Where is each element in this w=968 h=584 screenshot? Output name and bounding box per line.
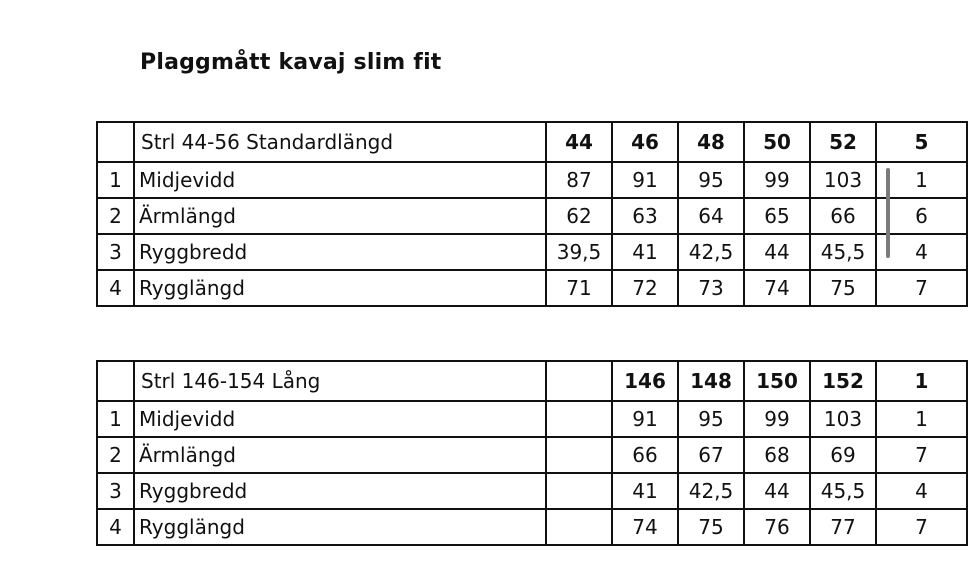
table-cell: 42,5 — [678, 234, 744, 270]
table-cell: 68 — [744, 437, 810, 473]
size-header — [546, 361, 612, 401]
row-number: 3 — [97, 234, 134, 270]
table-cell: 4 — [876, 473, 967, 509]
table-cell: 91 — [612, 162, 678, 198]
row-label: Ärmlängd — [134, 437, 546, 473]
table-cell: 7 — [876, 270, 967, 306]
size-header: 52 — [810, 122, 876, 162]
table-cell: 63 — [612, 198, 678, 234]
table-cell: 95 — [678, 401, 744, 437]
row-label: Ryggbredd — [134, 473, 546, 509]
table-cell: 7 — [876, 509, 967, 545]
table-cell: 64 — [678, 198, 744, 234]
size-table-long — [96, 360, 968, 546]
table-cell: 75 — [678, 509, 744, 545]
table-row — [97, 234, 967, 270]
table-cell: 103 — [810, 162, 876, 198]
size-header: 1 — [876, 361, 967, 401]
table-cell: 62 — [546, 198, 612, 234]
table-cell: 45,5 — [810, 234, 876, 270]
table-cell: 91 — [612, 401, 678, 437]
row-number: 3 — [97, 473, 134, 509]
table-cell — [546, 473, 612, 509]
table-cell: 99 — [744, 401, 810, 437]
size-header: 148 — [678, 361, 744, 401]
table-heading: Strl 146-154 Lång — [134, 361, 546, 401]
table-row — [97, 162, 967, 198]
table-cell: 42,5 — [678, 473, 744, 509]
size-header: 150 — [744, 361, 810, 401]
header-empty-cell — [97, 361, 134, 401]
vertical-scrollbar-thumb[interactable] — [886, 168, 890, 258]
table-cell: 103 — [810, 401, 876, 437]
table-cell: 66 — [810, 198, 876, 234]
page-title: Plaggmått kavaj slim fit — [140, 50, 442, 75]
table-cell: 74 — [612, 509, 678, 545]
table-cell: 41 — [612, 234, 678, 270]
size-header: 5 — [876, 122, 967, 162]
table-header-row — [97, 361, 967, 401]
table-row — [97, 270, 967, 306]
table-cell: 1 — [876, 162, 967, 198]
size-header: 48 — [678, 122, 744, 162]
size-header: 44 — [546, 122, 612, 162]
row-number: 4 — [97, 509, 134, 545]
table-cell: 39,5 — [546, 234, 612, 270]
table-cell: 44 — [744, 234, 810, 270]
table-cell: 99 — [744, 162, 810, 198]
table-cell: 71 — [546, 270, 612, 306]
table-header-row — [97, 122, 967, 162]
table-cell: 4 — [876, 234, 967, 270]
table-cell: 87 — [546, 162, 612, 198]
table-heading: Strl 44-56 Standardlängd — [134, 122, 546, 162]
size-header: 46 — [612, 122, 678, 162]
table-row — [97, 473, 967, 509]
row-number: 1 — [97, 162, 134, 198]
row-number: 2 — [97, 198, 134, 234]
table-cell: 67 — [678, 437, 744, 473]
table-cell: 73 — [678, 270, 744, 306]
table-cell: 74 — [744, 270, 810, 306]
table-row — [97, 437, 967, 473]
header-empty-cell — [97, 122, 134, 162]
table-cell: 1 — [876, 401, 967, 437]
table-row — [97, 401, 967, 437]
table-cell: 7 — [876, 437, 967, 473]
row-label: Midjevidd — [134, 162, 546, 198]
table-row — [97, 198, 967, 234]
table-cell: 66 — [612, 437, 678, 473]
table-cell: 65 — [744, 198, 810, 234]
table-cell — [546, 437, 612, 473]
row-label: Ryggbredd — [134, 234, 546, 270]
row-label: Rygglängd — [134, 270, 546, 306]
size-header: 50 — [744, 122, 810, 162]
table-cell: 6 — [876, 198, 967, 234]
table-cell: 77 — [810, 509, 876, 545]
table-row — [97, 509, 967, 545]
table-cell: 45,5 — [810, 473, 876, 509]
size-header: 146 — [612, 361, 678, 401]
size-header: 152 — [810, 361, 876, 401]
row-number: 1 — [97, 401, 134, 437]
row-label: Rygglängd — [134, 509, 546, 545]
table-cell: 69 — [810, 437, 876, 473]
row-number: 2 — [97, 437, 134, 473]
table-cell: 95 — [678, 162, 744, 198]
table-cell: 44 — [744, 473, 810, 509]
row-number: 4 — [97, 270, 134, 306]
table-cell — [546, 509, 612, 545]
table-cell: 75 — [810, 270, 876, 306]
table-cell: 76 — [744, 509, 810, 545]
size-table-standard — [96, 121, 968, 307]
table-cell: 72 — [612, 270, 678, 306]
row-label: Midjevidd — [134, 401, 546, 437]
table-cell: 41 — [612, 473, 678, 509]
row-label: Ärmlängd — [134, 198, 546, 234]
table-cell — [546, 401, 612, 437]
